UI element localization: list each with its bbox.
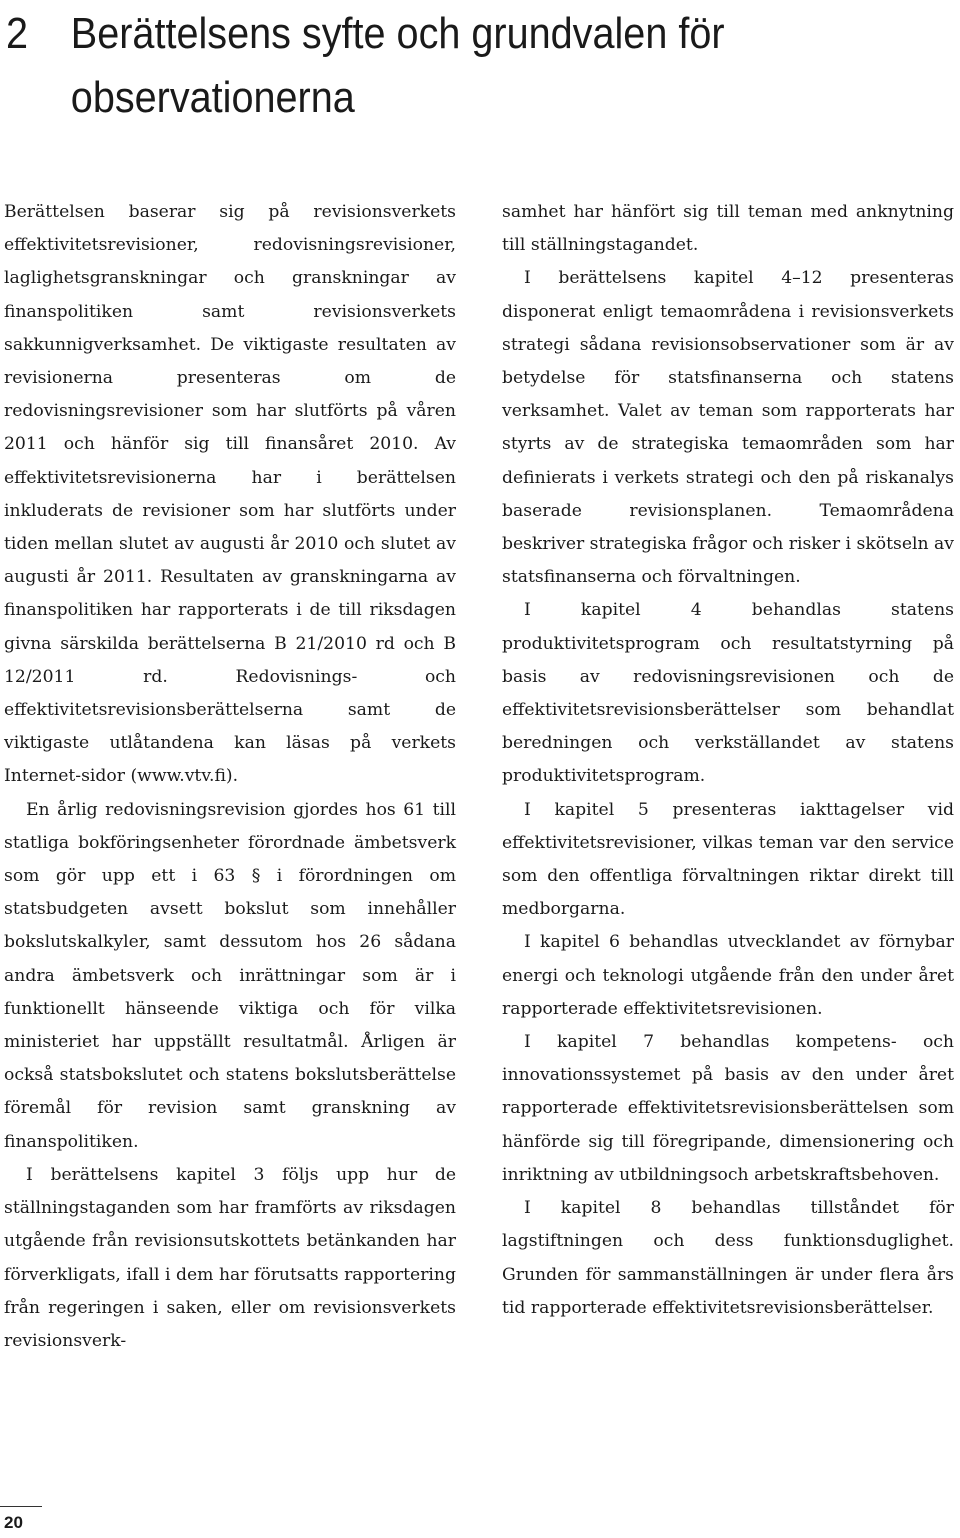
left-text-column xyxy=(4,196,456,1358)
paragraph: samhet har hänfört sig till teman med anknytning till ställningstagandet. xyxy=(502,202,954,256)
paragraph: I berättelsens kapitel 3 följs upp hur de ställningstaganden som har framförts av riksdagen utgående från revisionsutskottets betänkanden har förverkligats, ifall i dem har förutsatts rapportering från regeringen i saken, eller om revisionsverkets revisionsverk- xyxy=(4,1164,456,1351)
paragraph: Berättelsen baserar sig på revisionsverkets effektivitetsrevisioner, redovisningsrevisioner, laglighetsgranskningar och granskningar av finanspolitiken samt revisionsverkets sakkunnigverksamhet. De viktigaste resultaten av revisionerna presenteras om de redovisningsrevisioner som har slutförts på våren 2011 och hänför sig till finansåret 2010. Av effektivitetsrevisionerna har i berättelsen inkluderats de revisioner som har slutförts under tiden mellan slutet av augusti år 2010 och slutet av augusti år 2011. Resultaten av granskningarna av finanspolitiken har rapporterats i de till riksdagen givna särskilda berättelserna B 21/2010 rd och B 12/2011 rd. Redovisnings- och effektivitetsrevisionsberättelserna samt de viktigaste utlåtandena kan läsas på verkets Internet-sidor (www.vtv.fi). xyxy=(4,202,456,787)
page-number-rule xyxy=(0,1506,42,1507)
chapter-title: Berättelsens syfte och grundvalen för observationerna xyxy=(70,9,725,122)
paragraph: I kapitel 5 presenteras iakttagelser vid effektivitetsrevisioner, vilkas teman var den service som den offentliga förvaltningen riktar direkt till medborgarna. xyxy=(502,799,954,920)
paragraph: En årlig redovisningsrevision gjordes hos 61 till statliga bokföringsenheter förordnade ämbetsverk som gör upp ett i 63 § i förordningen om statsbudgeten avsett bokslut som innehåller bokslutskalkyler, samt dessutom hos 26 sådana andra ämbetsverk och inrättningar som är i funktionellt hänseende viktiga och för vilka ministeriet har uppställt resultatmål. Årligen är också statsbokslutet och statens bokslutsberättelse föremål för revision samt granskning av finanspolitiken. xyxy=(4,799,456,1152)
page-number: 20 xyxy=(4,1513,23,1532)
paragraph: I berättelsens kapitel 4–12 presenteras disponerat enligt temaområdena i revisionsverkets strategi sådana revisionsobservationer som är av betydelse för statsfinanserna och statens verksamhet. Valet av teman som rapporterats har styrts av de strategiska temaområden som har definierats i verkets strategi och den på riskanalys baserade revisionsplanen. Temaområdena beskriver strategiska frågor och risker i skötseln av statsfinanserna och förvaltningen. xyxy=(502,268,954,588)
paragraph: I kapitel 4 behandlas statens produktivitetsprogram och resultatstyrning på basis av redovisningsrevisionen och de effektivitetsrevisionsberättelser som behandlat beredningen och verkställandet av statens produktivitetsprogram. xyxy=(502,600,954,787)
paragraph: I kapitel 6 behandlas utvecklandet av förnybar energi och teknologi utgående från den under året rapporterade effektivitetsrevisionen. xyxy=(502,932,954,1019)
paragraph: I kapitel 7 behandlas kompetens- och innovationssystemet på basis av den under året rapporterade effektivitetsrevisionsberättelsen som hänförde sig till föregripande, dimensionering och inriktning av utbildningsoch arbetskraftsbehoven. xyxy=(502,1032,954,1185)
chapter-number: 2 xyxy=(6,9,29,58)
right-text-column xyxy=(502,196,954,1325)
paragraph: I kapitel 8 behandlas tillståndet för lagstiftningen och dess funktionsduglighet. Grunden för sammanställningen är under flera års tid rapporterade effektivitetsrevisionsberättelser. xyxy=(502,1198,954,1318)
chapter-heading xyxy=(6,2,852,130)
